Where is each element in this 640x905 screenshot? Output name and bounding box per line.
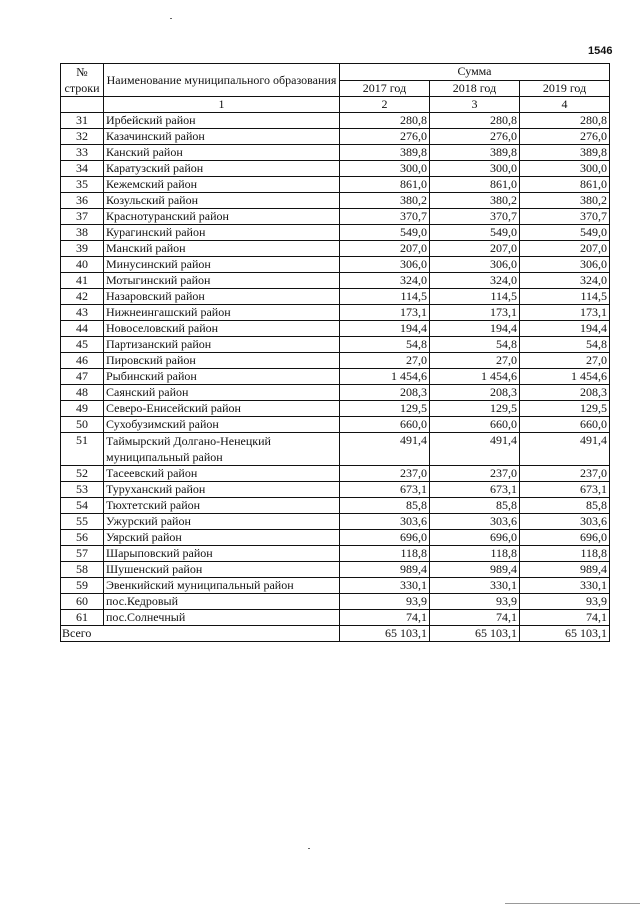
row-number: 56 (61, 530, 104, 546)
value-2019: 491,4 (520, 433, 610, 466)
row-number: 52 (61, 466, 104, 482)
row-number: 44 (61, 321, 104, 337)
value-2018: 306,0 (430, 257, 520, 273)
row-number: 60 (61, 594, 104, 610)
table-row (61, 241, 610, 257)
table-row (61, 145, 610, 161)
row-number: 57 (61, 546, 104, 562)
value-2018: 237,0 (430, 466, 520, 482)
municipality-name: Ирбейский район (104, 113, 340, 129)
table-row (61, 610, 610, 626)
value-2017: 380,2 (340, 193, 430, 209)
row-number: 36 (61, 193, 104, 209)
value-2018: 549,0 (430, 225, 520, 241)
value-2018: 129,5 (430, 401, 520, 417)
table-row (61, 514, 610, 530)
table-row (61, 417, 610, 433)
value-2017: 74,1 (340, 610, 430, 626)
municipal-sum-table (60, 63, 610, 642)
scan-speck (308, 848, 310, 849)
value-2019: 1 454,6 (520, 369, 610, 385)
value-2019: 306,0 (520, 257, 610, 273)
row-number: 46 (61, 353, 104, 369)
municipality-name: Шушенский район (104, 562, 340, 578)
row-number: 58 (61, 562, 104, 578)
value-2017: 237,0 (340, 466, 430, 482)
value-2019: 207,0 (520, 241, 610, 257)
value-2017: 85,8 (340, 498, 430, 514)
row-number: 54 (61, 498, 104, 514)
municipality-name: Мотыгинский район (104, 273, 340, 289)
table-row (61, 594, 610, 610)
municipality-name: Пировский район (104, 353, 340, 369)
value-2018: 194,4 (430, 321, 520, 337)
value-2018: 85,8 (430, 498, 520, 514)
value-2019: 27,0 (520, 353, 610, 369)
value-2017: 303,6 (340, 514, 430, 530)
value-2019: 276,0 (520, 129, 610, 145)
table-row (61, 546, 610, 562)
value-2019: 861,0 (520, 177, 610, 193)
row-number: 43 (61, 305, 104, 321)
table-row (61, 578, 610, 594)
value-2017: 696,0 (340, 530, 430, 546)
table-row (61, 273, 610, 289)
value-2018: 54,8 (430, 337, 520, 353)
value-2018: 660,0 (430, 417, 520, 433)
table-row (61, 466, 610, 482)
row-number: 35 (61, 177, 104, 193)
value-2018: 276,0 (430, 129, 520, 145)
value-2019: 208,3 (520, 385, 610, 401)
table-header (61, 64, 610, 113)
value-2018: 173,1 (430, 305, 520, 321)
value-2018: 389,8 (430, 145, 520, 161)
value-2017: 93,9 (340, 594, 430, 610)
row-number: 34 (61, 161, 104, 177)
value-2019: 989,4 (520, 562, 610, 578)
value-2019: 74,1 (520, 610, 610, 626)
municipality-name: пос.Кедровый (104, 594, 340, 610)
municipality-name: Саянский район (104, 385, 340, 401)
value-2018: 207,0 (430, 241, 520, 257)
value-2017: 194,4 (340, 321, 430, 337)
value-2019: 54,8 (520, 337, 610, 353)
municipality-name: Тюхтетский район (104, 498, 340, 514)
row-number: 38 (61, 225, 104, 241)
row-number: 53 (61, 482, 104, 498)
municipality-name: Курагинский район (104, 225, 340, 241)
row-number: 33 (61, 145, 104, 161)
value-2018: 1 454,6 (430, 369, 520, 385)
municipality-name: Сухобузимский район (104, 417, 340, 433)
value-2019: 300,0 (520, 161, 610, 177)
table-row (61, 385, 610, 401)
municipality-name: пос.Солнечный (104, 610, 340, 626)
municipality-name: Ужурский район (104, 514, 340, 530)
value-2017: 989,4 (340, 562, 430, 578)
total-value-2019: 65 103,1 (520, 626, 610, 642)
municipality-name: Уярский район (104, 530, 340, 546)
value-2019: 114,5 (520, 289, 610, 305)
municipality-name: Назаровский район (104, 289, 340, 305)
value-2018: 280,8 (430, 113, 520, 129)
value-2018: 303,6 (430, 514, 520, 530)
value-2017: 861,0 (340, 177, 430, 193)
value-2017: 370,7 (340, 209, 430, 225)
municipality-name: Партизанский район (104, 337, 340, 353)
municipality-name: Козульский район (104, 193, 340, 209)
value-2017: 1 454,6 (340, 369, 430, 385)
header-row-number: № строки (61, 64, 104, 97)
municipality-name: Туруханский район (104, 482, 340, 498)
value-2018: 300,0 (430, 161, 520, 177)
table-row (61, 321, 610, 337)
municipality-name: Шарыповский район (104, 546, 340, 562)
value-2018: 324,0 (430, 273, 520, 289)
table-row (61, 161, 610, 177)
index-cell (61, 97, 104, 113)
index-cell: 2 (340, 97, 430, 113)
row-number: 50 (61, 417, 104, 433)
table-row (61, 401, 610, 417)
index-cell: 3 (430, 97, 520, 113)
value-2019: 389,8 (520, 145, 610, 161)
row-number: 40 (61, 257, 104, 273)
index-cell: 1 (104, 97, 340, 113)
value-2019: 324,0 (520, 273, 610, 289)
row-number: 37 (61, 209, 104, 225)
table-row (61, 305, 610, 321)
value-2018: 74,1 (430, 610, 520, 626)
header-year-2019: 2019 год (520, 80, 610, 97)
table-row (61, 530, 610, 546)
value-2019: 85,8 (520, 498, 610, 514)
municipality-name: Тасеевский район (104, 466, 340, 482)
value-2018: 370,7 (430, 209, 520, 225)
municipality-name: Северо-Енисейский район (104, 401, 340, 417)
value-2018: 27,0 (430, 353, 520, 369)
value-2018: 491,4 (430, 433, 520, 466)
value-2017: 207,0 (340, 241, 430, 257)
value-2017: 306,0 (340, 257, 430, 273)
municipality-name: Рыбинский район (104, 369, 340, 385)
table-row (61, 562, 610, 578)
table-row (61, 209, 610, 225)
value-2017: 673,1 (340, 482, 430, 498)
table-row (61, 129, 610, 145)
row-number: 41 (61, 273, 104, 289)
table-row (61, 257, 610, 273)
value-2019: 280,8 (520, 113, 610, 129)
value-2019: 118,8 (520, 546, 610, 562)
value-2019: 330,1 (520, 578, 610, 594)
municipality-name: Манский район (104, 241, 340, 257)
value-2019: 93,9 (520, 594, 610, 610)
header-year-2017: 2017 год (340, 80, 430, 97)
value-2019: 237,0 (520, 466, 610, 482)
value-2018: 861,0 (430, 177, 520, 193)
value-2019: 129,5 (520, 401, 610, 417)
table-row (61, 433, 610, 466)
value-2017: 27,0 (340, 353, 430, 369)
total-label: Всего (61, 626, 340, 642)
value-2018: 118,8 (430, 546, 520, 562)
value-2017: 129,5 (340, 401, 430, 417)
value-2017: 300,0 (340, 161, 430, 177)
scan-speck (170, 18, 172, 19)
table-row (61, 482, 610, 498)
table-row (61, 289, 610, 305)
municipality-name: Казачинский район (104, 129, 340, 145)
value-2017: 389,8 (340, 145, 430, 161)
value-2018: 114,5 (430, 289, 520, 305)
table-row (61, 193, 610, 209)
total-value-2017: 65 103,1 (340, 626, 430, 642)
table-row (61, 498, 610, 514)
value-2017: 118,8 (340, 546, 430, 562)
municipality-name: Краснотуранский район (104, 209, 340, 225)
row-number: 59 (61, 578, 104, 594)
table-row (61, 369, 610, 385)
table-row (61, 353, 610, 369)
municipality-name: Эвенкийский муниципальный район (104, 578, 340, 594)
value-2017: 276,0 (340, 129, 430, 145)
value-2018: 380,2 (430, 193, 520, 209)
table-row (61, 113, 610, 129)
row-number: 48 (61, 385, 104, 401)
row-number: 45 (61, 337, 104, 353)
page-number: 1546 (588, 45, 613, 57)
municipality-name: Кежемский район (104, 177, 340, 193)
table-body (61, 113, 610, 626)
value-2019: 370,7 (520, 209, 610, 225)
row-number: 32 (61, 129, 104, 145)
municipality-name: Канский район (104, 145, 340, 161)
row-number: 55 (61, 514, 104, 530)
row-number: 61 (61, 610, 104, 626)
municipality-name: Каратузский район (104, 161, 340, 177)
value-2019: 549,0 (520, 225, 610, 241)
row-number: 51 (61, 433, 104, 466)
value-2017: 549,0 (340, 225, 430, 241)
value-2017: 324,0 (340, 273, 430, 289)
row-number: 39 (61, 241, 104, 257)
row-number: 42 (61, 289, 104, 305)
value-2019: 660,0 (520, 417, 610, 433)
value-2018: 93,9 (430, 594, 520, 610)
header-sum: Сумма (340, 64, 610, 81)
value-2018: 330,1 (430, 578, 520, 594)
value-2018: 673,1 (430, 482, 520, 498)
value-2017: 660,0 (340, 417, 430, 433)
index-cell: 4 (520, 97, 610, 113)
table-row (61, 177, 610, 193)
value-2017: 330,1 (340, 578, 430, 594)
row-number: 31 (61, 113, 104, 129)
value-2019: 673,1 (520, 482, 610, 498)
value-2018: 989,4 (430, 562, 520, 578)
table-row (61, 337, 610, 353)
municipality-name: Нижнеингашский район (104, 305, 340, 321)
header-year-2018: 2018 год (430, 80, 520, 97)
municipality-name: Минусинский район (104, 257, 340, 273)
value-2017: 173,1 (340, 305, 430, 321)
value-2019: 194,4 (520, 321, 610, 337)
value-2019: 173,1 (520, 305, 610, 321)
total-value-2018: 65 103,1 (430, 626, 520, 642)
table-row (61, 225, 610, 241)
value-2018: 696,0 (430, 530, 520, 546)
header-municipality-name: Наименование муниципального образования (104, 64, 340, 97)
value-2019: 303,6 (520, 514, 610, 530)
value-2018: 208,3 (430, 385, 520, 401)
value-2019: 696,0 (520, 530, 610, 546)
municipality-name: Новоселовский район (104, 321, 340, 337)
municipality-name: Таймырский Долгано-Ненецкий муниципальный район (104, 433, 340, 466)
row-number: 49 (61, 401, 104, 417)
total-row (61, 626, 610, 642)
value-2019: 380,2 (520, 193, 610, 209)
value-2017: 280,8 (340, 113, 430, 129)
value-2017: 54,8 (340, 337, 430, 353)
bottom-rule (505, 903, 640, 904)
value-2017: 491,4 (340, 433, 430, 466)
value-2017: 114,5 (340, 289, 430, 305)
row-number: 47 (61, 369, 104, 385)
value-2017: 208,3 (340, 385, 430, 401)
